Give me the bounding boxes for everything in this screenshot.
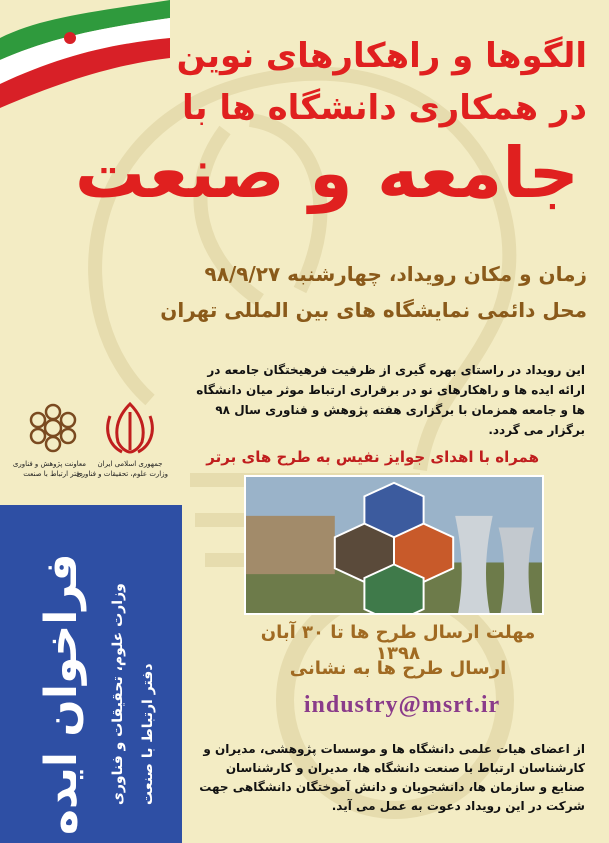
title-line-1: الگوها و راهکارهای نوین bbox=[176, 36, 587, 76]
office-name: دفتر ارتباط با صنعت bbox=[140, 663, 156, 805]
contact-email[interactable]: industry@msrt.ir bbox=[303, 692, 501, 718]
office-logo-caption: معاونت پژوهش و فناوری bbox=[12, 460, 86, 468]
event-date: زمان و مکان رویداد، چهارشنبه ۹۸/۹/۲۷ bbox=[204, 262, 587, 286]
flag-icon bbox=[0, 0, 170, 130]
office-logo-caption-2: دفتر ارتباط با صنعت bbox=[23, 470, 83, 478]
event-location: محل دائمی نمایشگاه های بین المللی تهران bbox=[160, 298, 587, 322]
ministry-name: وزارت علوم، تحقیقات و فناوری bbox=[110, 583, 126, 805]
call-for-ideas-title: فراخوان ایده bbox=[36, 553, 87, 835]
intro-paragraph: این رویداد در راستای بهره گیری از ظرفیت فرهیختگان جامعه در ارائه ایده ها و راهکارهای نو در برقراری ارتباط موثر میان دانشگاه ها و جامعه همزمان با برگزاری هفته پژوهش و فناوری سال ۹۸ برگزار می گردد. bbox=[196, 363, 585, 437]
audience-paragraph: از اعضای هیات علمی دانشگاه ها و موسسات پژوهشی، مدیران و کارشناسان ارتباط با صنعت دانشگاه ها، مدیران و کارشناسان صنایع و سازمان ها، دانشجویان و دانش آموختگان دانشگاهی جهت شرکت در این رویداد دعوت به عمل می آید. bbox=[199, 742, 585, 813]
emblem-icon bbox=[100, 398, 160, 458]
ministry-logo-caption: جمهوری اسلامی ایران bbox=[97, 460, 163, 468]
rosette-icon bbox=[22, 398, 84, 458]
prize-announcement: همراه با اهدای جوایز نفیس به طرح های برتر bbox=[206, 448, 539, 466]
title-line-3: جامعه و صنعت bbox=[74, 132, 579, 214]
collage-image bbox=[244, 475, 544, 615]
submit-instruction: ارسال طرح ها به نشانی bbox=[289, 658, 507, 679]
ministry-logo-caption-2: وزارت علوم، تحقیقات و فناوری bbox=[76, 470, 168, 478]
deadline-text: مهلت ارسال طرح ها تا ۳۰ آبان ۱۳۹۸ bbox=[260, 622, 536, 664]
title-line-2: در همکاری دانشگاه ها با bbox=[182, 88, 587, 128]
